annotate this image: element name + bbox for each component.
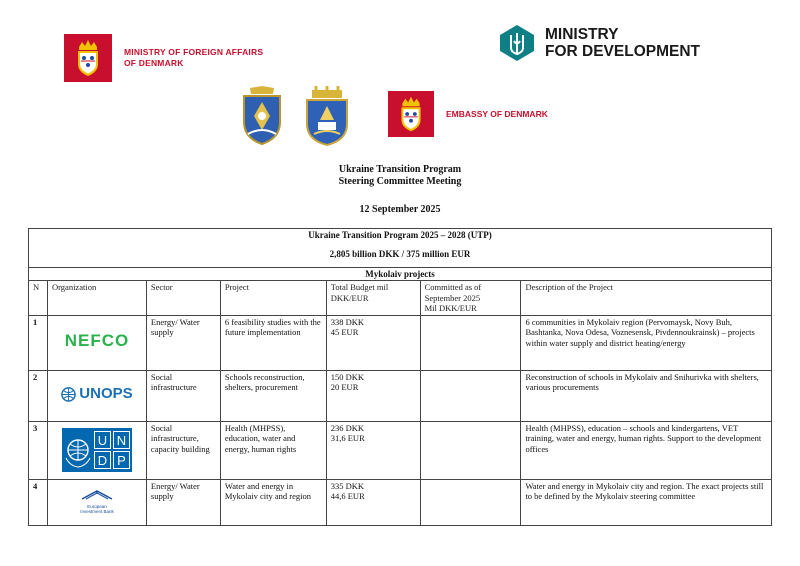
title-line1: Ukraine Transition Program xyxy=(338,164,462,175)
org-logo-undp xyxy=(47,421,146,479)
ministry-for-development-logo xyxy=(498,24,700,62)
md-name-line2: FOR DEVELOPMENT xyxy=(545,43,701,60)
projects-table xyxy=(28,228,772,526)
table-header-row xyxy=(29,281,772,316)
row-sector: Energy/ Water supply xyxy=(146,479,220,525)
col-header-organization: Organization xyxy=(47,281,146,316)
col-header-committed-line3: Mil DKK/EUR xyxy=(424,303,477,313)
row-budget-dkk: 335 DKK xyxy=(330,480,365,491)
row-committed xyxy=(420,479,521,525)
nefco-logo-text: NEFCO xyxy=(64,331,130,351)
row-budget xyxy=(326,315,420,370)
undp-letter: D xyxy=(94,451,111,469)
row-sector: Energy/ Water supply xyxy=(146,315,220,370)
program-banner-row xyxy=(29,229,772,268)
un-emblem-icon xyxy=(64,430,92,470)
un-emblem-icon xyxy=(61,387,76,402)
row-budget-eur: 20 EUR xyxy=(330,382,359,392)
row-budget-eur: 31,6 EUR xyxy=(330,433,365,443)
row-description: 6 communities in Mykolaiv region (Pervomaysk, Novy Buh, Bashtanka, Nova Odesa, Voznesensk, Pivdennoukrainsk) – projects within water supply and district heating/energy xyxy=(521,315,772,370)
eib-emblem-icon xyxy=(80,489,114,501)
row-project: Water and energy in Mykolaiv city and region xyxy=(220,479,326,525)
md-name-line1: MINISTRY xyxy=(545,26,619,43)
table-row xyxy=(29,315,772,370)
row-project: Schools reconstruction, shelters, procurement xyxy=(220,370,326,421)
meeting-date: 12 September 2025 xyxy=(359,204,441,215)
row-description: Water and energy in Mykolaiv city and region. The exact projects still to be defined by the Mykolaiv steering committee xyxy=(521,479,772,525)
col-header-committed xyxy=(420,281,521,316)
document-title xyxy=(0,164,800,188)
eib-logo-text-line1: European xyxy=(87,503,107,509)
col-header-n: N xyxy=(29,281,48,316)
org-logo-nefco xyxy=(47,315,146,370)
eib-logo-text-line2: Investment Bank xyxy=(80,508,114,514)
danish-crown-icon xyxy=(64,34,112,82)
danish-crown-icon xyxy=(388,91,434,137)
col-header-budget-line1: Total Budget mil xyxy=(330,282,389,292)
org-logo-eib xyxy=(47,479,146,525)
col-header-sector: Sector xyxy=(146,281,220,316)
unops-logo-text: UNOPS xyxy=(79,385,133,402)
program-title: Ukraine Transition Program 2025 – 2028 (UTP) xyxy=(308,230,492,240)
mykolaiv-oblast-coat-of-arms-icon xyxy=(240,86,284,146)
mfa-name-line2: OF DENMARK xyxy=(124,58,184,68)
mfa-name-line1: MINISTRY OF FOREIGN AFFAIRS xyxy=(124,47,264,57)
col-header-budget xyxy=(326,281,420,316)
mfa-denmark-logo xyxy=(64,34,263,82)
embassy-of-denmark-logo xyxy=(388,91,548,137)
row-budget xyxy=(326,370,420,421)
row-number: 4 xyxy=(29,479,48,525)
row-budget-dkk: 338 DKK xyxy=(330,316,365,327)
undp-letter: P xyxy=(113,451,130,469)
col-header-committed-line2: September 2025 xyxy=(424,292,481,303)
row-budget-dkk: 150 DKK xyxy=(330,371,365,382)
row-budget xyxy=(326,421,420,479)
table-row xyxy=(29,421,772,479)
row-project: 6 feasibility studies with the future implementation xyxy=(220,315,326,370)
table-row xyxy=(29,370,772,421)
program-budget: 2,805 billion DKK / 375 million EUR xyxy=(329,248,471,259)
row-project: Health (MHPSS), education, water and energy, human rights xyxy=(220,421,326,479)
row-description: Reconstruction of schools in Mykolaiv and Snihurivka with shelters, various procurements xyxy=(521,370,772,421)
ukraine-trident-icon xyxy=(498,24,536,62)
org-logo-unops xyxy=(47,370,146,421)
row-budget xyxy=(326,479,420,525)
row-sector: Social infrastructure xyxy=(146,370,220,421)
row-number: 3 xyxy=(29,421,48,479)
col-header-project: Project xyxy=(220,281,326,316)
row-budget-eur: 44,6 EUR xyxy=(330,491,365,501)
undp-letter: N xyxy=(113,431,130,449)
title-line2: Steering Committee Meeting xyxy=(338,176,462,187)
row-budget-dkk: 236 DKK xyxy=(330,422,365,433)
col-header-committed-line1: Committed as of xyxy=(424,282,482,292)
row-committed xyxy=(420,370,521,421)
section-title: Mykolaiv projects xyxy=(29,268,772,281)
col-header-description: Description of the Project xyxy=(521,281,772,316)
section-row xyxy=(29,268,772,281)
row-committed xyxy=(420,315,521,370)
row-committed xyxy=(420,421,521,479)
row-budget-eur: 45 EUR xyxy=(330,327,359,337)
undp-letter: U xyxy=(94,431,111,449)
row-number: 1 xyxy=(29,315,48,370)
row-sector: Social infrastructure, capacity building xyxy=(146,421,220,479)
embassy-name: EMBASSY OF DENMARK xyxy=(446,109,548,119)
table-row xyxy=(29,479,772,525)
col-header-budget-line2: DKK/EUR xyxy=(330,292,369,303)
row-number: 2 xyxy=(29,370,48,421)
mykolaiv-city-coat-of-arms-icon xyxy=(304,86,350,146)
row-description: Health (MHPSS), education – schools and kindergartens, VET training, water and energy, human rights. Support to the development offices xyxy=(521,421,772,479)
